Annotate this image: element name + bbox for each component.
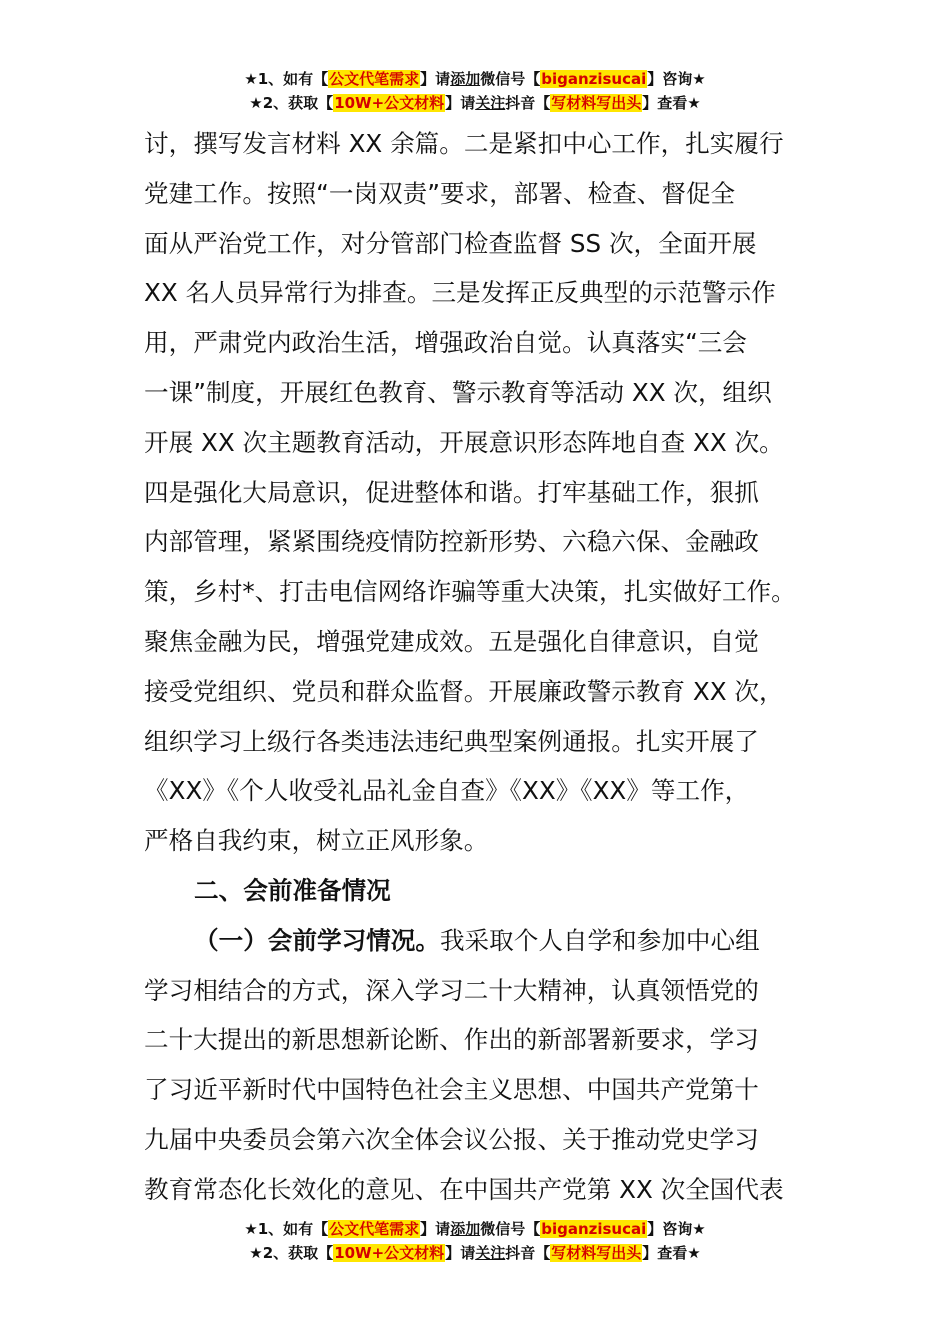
body-line: 讨，撰写发言材料 XX 余篇。二是紧扣中心工作，扎实履行 [144, 129, 784, 158]
promo-text: ★2、获取【 [249, 94, 334, 112]
promo-highlight: 公文代笔需求 [329, 1220, 420, 1238]
promo-text: ★1、如有【 [244, 1220, 329, 1238]
promo-underline: 关注 [475, 94, 506, 112]
body-line: 《XX》《个人收受礼品礼金自查》《XX》《XX》等工作， [144, 776, 750, 806]
promo-highlight: biganzisucai [541, 1220, 647, 1238]
subsection-first-line [144, 916, 834, 966]
promo-highlight: 写材料写出头 [551, 94, 642, 112]
promo-underline: 添加 [450, 70, 481, 88]
promo-text: 】咨询★ [647, 1220, 706, 1238]
body-line: 学习相结合的方式，深入学习二十大精神，认真领悟党的 [144, 975, 759, 1005]
promo-highlight: 10W+公文材料 [334, 1244, 445, 1262]
body-line: 用，严肃党内政治生活，增强政治自觉。认真落实“三会 [144, 328, 747, 358]
promo-line-1 [0, 1217, 950, 1241]
promo-text: 】请 [420, 70, 451, 88]
promo-highlight: 公文代笔需求 [329, 70, 420, 88]
document-body [144, 119, 834, 1215]
bottom-promo-banner [0, 1217, 950, 1265]
body-line: 内部管理，紧紧围绕疫情防控新形势、六稳六保、金融政 [144, 527, 759, 557]
promo-text: 微信号【 [480, 1220, 541, 1238]
promo-text: 】查看★ [642, 94, 701, 112]
promo-text: 抖音【 [505, 1244, 551, 1262]
promo-underline: 添加 [450, 1220, 481, 1238]
body-line: 了习近平新时代中国特色社会主义思想、中国共产党第十 [144, 1075, 759, 1105]
body-line: 组织学习上级行各类违法违纪典型案例通报。扎实开展了 [144, 726, 759, 756]
body-text: 我采取个人自学和参加中心组 [439, 925, 760, 955]
section-heading: 二、会前准备情况 [194, 875, 391, 905]
promo-text: 】查看★ [642, 1244, 701, 1262]
promo-text: 微信号【 [480, 70, 541, 88]
promo-text: ★2、获取【 [249, 1244, 334, 1262]
promo-text: 】请 [445, 1244, 476, 1262]
top-promo-banner [0, 67, 950, 115]
body-line: 二十大提出的新思想新论断、作出的新部署新要求，学习 [144, 1025, 759, 1055]
subsection-title: （一）会前学习情况。 [194, 925, 440, 955]
promo-highlight: 10W+公文材料 [334, 94, 445, 112]
promo-text: 】请 [420, 1220, 451, 1238]
body-line: 四是强化大局意识，促进整体和谐。打牢基础工作，狠抓 [144, 477, 759, 507]
body-line: 教育常态化长效化的意见、在中国共产党第 XX 次全国代表 [144, 1174, 784, 1204]
promo-highlight: biganzisucai [541, 70, 647, 88]
promo-line-2 [0, 1241, 950, 1265]
body-line: 党建工作。按照“一岗双责”要求，部署、检查、督促全 [144, 178, 736, 208]
body-line: 策，乡村*、打击电信网络诈骗等重大决策，扎实做好工作。 [144, 577, 796, 607]
body-line: 九届中央委员会第六次全体会议公报、关于推动党史学习 [144, 1124, 759, 1154]
promo-text: 】咨询★ [647, 70, 706, 88]
body-line: 聚焦金融为民，增强党建成效。五是强化自律意识，自觉 [144, 626, 759, 656]
body-line: 面从严治党工作，对分管部门检查监督 SS 次，全面开展 [144, 228, 757, 258]
body-line: 开展 XX 次主题教育活动，开展意识形态阵地自查 XX 次。 [144, 427, 784, 457]
promo-underline: 关注 [475, 1244, 506, 1262]
body-line: 严格自我约束，树立正风形象。 [144, 826, 489, 856]
promo-text: 】请 [445, 94, 476, 112]
body-line: 接受党组织、党员和群众监督。开展廉政警示教育 XX 次， [144, 676, 784, 706]
promo-line-2 [0, 91, 950, 115]
promo-line-1 [0, 67, 950, 91]
promo-text: 抖音【 [505, 94, 551, 112]
body-line: 一课”制度，开展红色教育、警示教育等活动 XX 次，组织 [144, 377, 772, 407]
body-line: XX 名人员异常行为排查。三是发挥正反典型的示范警示作 [144, 278, 776, 308]
promo-text: ★1、如有【 [244, 70, 329, 88]
promo-highlight: 写材料写出头 [551, 1244, 642, 1262]
